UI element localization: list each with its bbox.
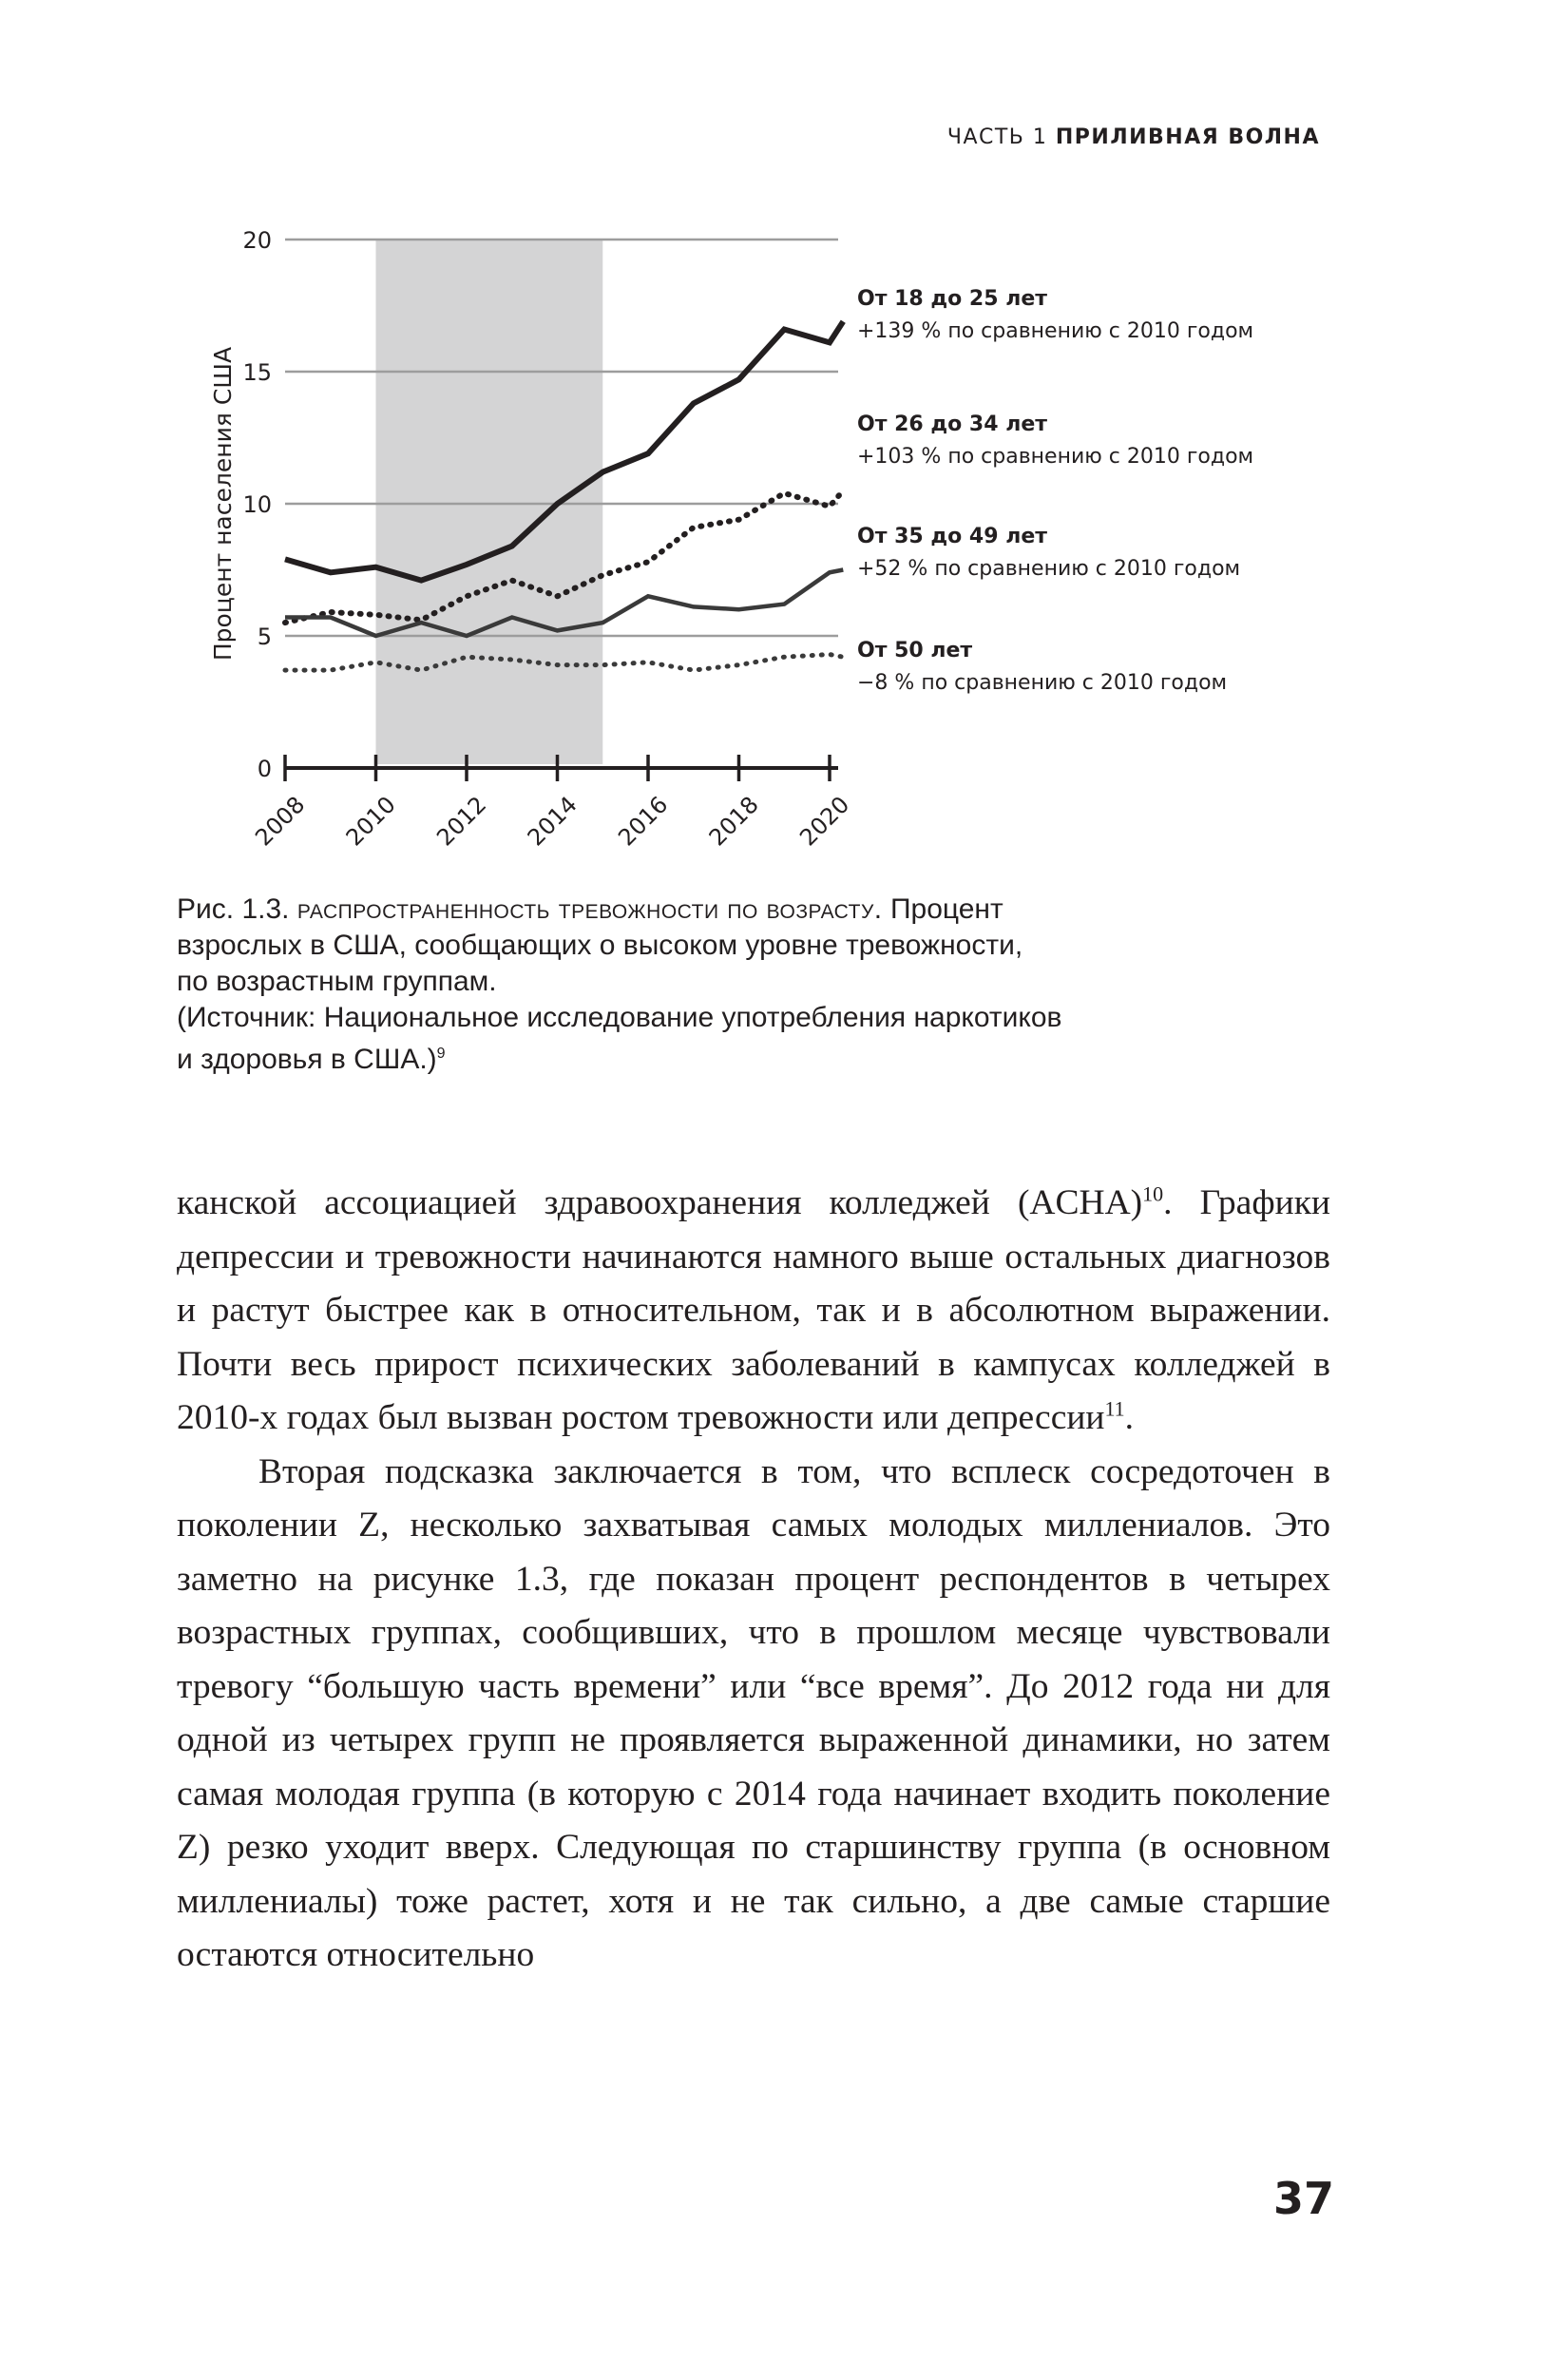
caption-source: (Источник: Национальное исследование употребления наркотиков bbox=[177, 1002, 1062, 1033]
legend-series-name: От 18 до 25 лет bbox=[857, 287, 1047, 311]
svg-text:20: 20 bbox=[242, 227, 272, 254]
legend-series-change: −8 % по сравнению с 2010 годом bbox=[857, 671, 1228, 695]
svg-text:2020: 2020 bbox=[794, 791, 855, 852]
legend-series-change: +52 % по сравнению с 2010 годом bbox=[857, 557, 1241, 581]
svg-text:2008: 2008 bbox=[250, 791, 311, 852]
footnote-ref[interactable]: 10 bbox=[1142, 1181, 1164, 1206]
svg-text:15: 15 bbox=[242, 359, 272, 386]
svg-text:Процент населения США: Процент населения США bbox=[209, 346, 237, 662]
body-text bbox=[177, 1177, 1330, 1983]
caption-title: распространенность тревожности по возрасту. bbox=[296, 893, 883, 925]
svg-text:2012: 2012 bbox=[431, 791, 492, 852]
legend-item bbox=[857, 283, 1253, 348]
svg-text:5: 5 bbox=[257, 624, 272, 650]
svg-text:0: 0 bbox=[257, 756, 272, 782]
svg-text:2016: 2016 bbox=[613, 791, 674, 852]
paragraph-text: . bbox=[1124, 1398, 1135, 1437]
svg-text:2018: 2018 bbox=[703, 791, 764, 852]
legend-series-change: +103 % по сравнению с 2010 годом bbox=[857, 445, 1254, 469]
legend-series-change: +139 % по сравнению с 2010 годом bbox=[857, 319, 1254, 343]
caption-line: взрослых в США, сообщающих о высоком уровне тревожности, bbox=[177, 930, 1023, 961]
caption-text: Процент bbox=[889, 893, 1003, 925]
legend-item bbox=[857, 635, 1227, 700]
figure-caption bbox=[177, 892, 1270, 1078]
legend-series-name: От 26 до 34 лет bbox=[857, 413, 1047, 436]
legend-item bbox=[857, 409, 1253, 473]
paragraph bbox=[177, 1177, 1330, 1446]
paragraph-text: канской ассоциацией здравоохранения колледжей (ACHA) bbox=[177, 1183, 1143, 1222]
svg-text:10: 10 bbox=[242, 491, 272, 518]
caption-source: и здоровья в США.) bbox=[177, 1044, 437, 1075]
footnote-ref[interactable]: 11 bbox=[1104, 1396, 1125, 1421]
legend-series-name: От 50 лет bbox=[857, 639, 973, 662]
footnote-ref[interactable]: 9 bbox=[436, 1046, 446, 1062]
paragraph: Вторая подсказка заключается в том, что всплеск сосредоточен в поколении Z, несколько захватывая самых молодых миллениалов. Это заметно на рисунке 1.3, где показан процент респондентов в четырех возрастных группах, сообщивших, что в прошлом месяце чувствовали тревогу “большую часть времени” или “все время”. До 2012 года ни для одной из четырех групп не проявляется выраженной динамики, но затем самая молодая группа (в которую с 2014 года начинает входить поколение Z) резко уходит вверх. Следующая по старшинству группа (в основном миллениалы) тоже растет, хотя и не так сильно, а две самые старшие остаются относительно bbox=[177, 1451, 1330, 1974]
svg-text:2010: 2010 bbox=[340, 791, 401, 852]
svg-text:2014: 2014 bbox=[522, 791, 583, 852]
paragraph-text: . Графики депрессии и тревожности начинаются намного выше остальных диагнозов и растут быстрее как в относительном, так и в абсолютном выражении. Почти весь прирост психических заболеваний в кампусах колледжей в 2010-х годах был вызван ростом тревожности или депрессии bbox=[177, 1183, 1330, 1437]
chart-canvas bbox=[0, 0, 1548, 874]
legend-item bbox=[857, 521, 1240, 585]
anxiety-by-age-chart bbox=[0, 0, 1548, 874]
caption-prefix: Рис. 1.3. bbox=[177, 893, 290, 925]
legend-series-name: От 35 до 49 лет bbox=[857, 525, 1047, 548]
page-number: 37 bbox=[1273, 2173, 1335, 2224]
caption-line: по возрастным группам. bbox=[177, 966, 497, 997]
part-title: ПРИЛИВНАЯ ВОЛНА bbox=[1055, 125, 1320, 149]
part-label: ЧАСТЬ 1 bbox=[946, 125, 1048, 149]
highlight-region bbox=[376, 240, 603, 764]
